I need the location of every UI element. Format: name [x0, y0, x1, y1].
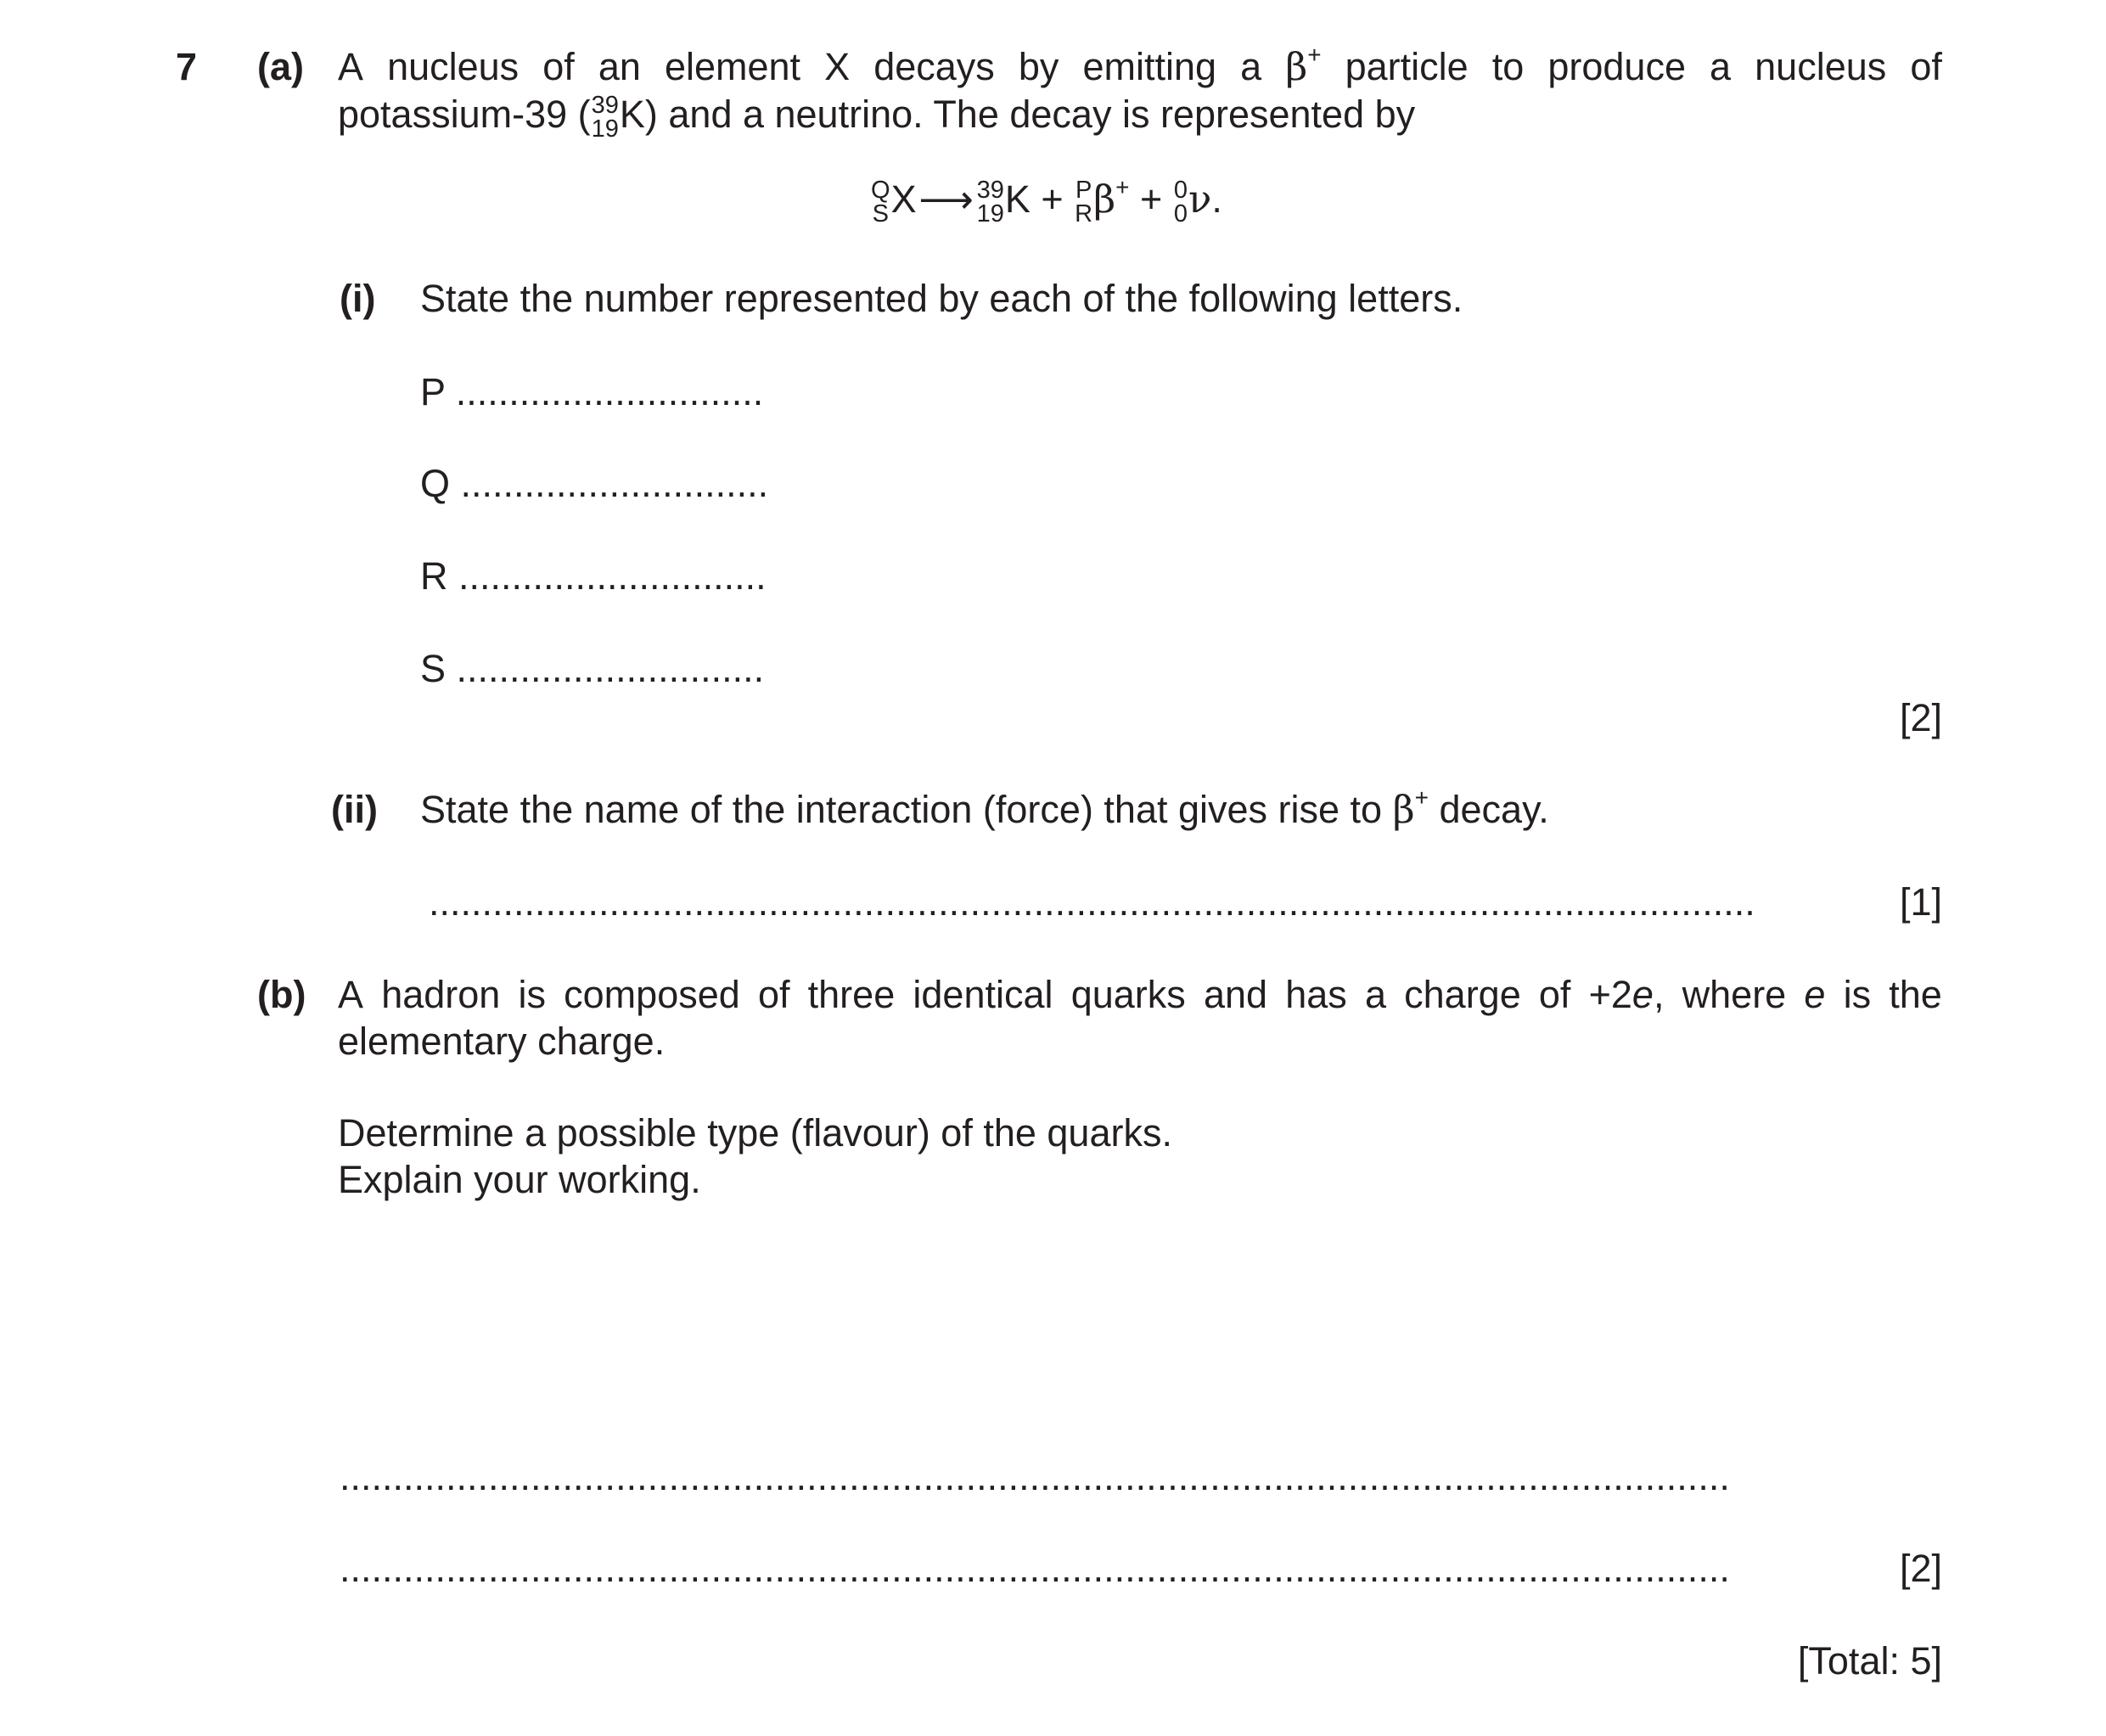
word: of	[757, 973, 790, 1016]
neutrino-numbers	[1174, 178, 1188, 226]
word: of	[542, 45, 575, 88]
letter-s: S	[420, 647, 446, 690]
letter-r: R	[420, 554, 448, 598]
letter-s: S	[872, 200, 889, 228]
sub-ii-label: (ii)	[331, 788, 378, 831]
word: is	[1843, 973, 1872, 1016]
dotted-line: .............................	[458, 554, 767, 598]
sub-ii-question-end: decay.	[1439, 788, 1549, 831]
mass-number: 0	[1173, 177, 1188, 205]
part-b-line2: elementary charge.	[338, 1020, 665, 1063]
part-a-intro-line2	[338, 92, 1415, 141]
word: the	[1889, 973, 1942, 1016]
full-stop: .	[1211, 177, 1222, 221]
sub-ii-text	[420, 784, 1549, 834]
potassium-nuclide-numbers	[592, 93, 619, 141]
word: A	[338, 973, 364, 1016]
letter-r: R	[1075, 200, 1093, 228]
word: produce	[1547, 45, 1686, 88]
part-a-intro-line1	[338, 44, 1942, 91]
reaction-arrow-icon: ⟶	[918, 177, 974, 221]
x-nuclide-numbers	[871, 178, 890, 226]
word: nucleus	[1755, 45, 1887, 88]
word: identical	[913, 973, 1053, 1016]
word: hadron	[381, 973, 501, 1016]
potassium-symbol: K	[619, 93, 645, 136]
intro-text: ) and a neutrino. The decay is represented by	[644, 93, 1416, 136]
answer-line-q[interactable]	[420, 461, 768, 508]
sub-i-text: State the number represented by each of the following letters.	[420, 277, 1463, 320]
word: A	[338, 45, 364, 88]
beta-charge: +	[1115, 174, 1130, 200]
beta-plus-symbol: β+	[1285, 42, 1322, 89]
dotted-line: .............................	[456, 647, 765, 690]
element-x-symbol: X	[890, 177, 917, 221]
part-b-instruction-1: Determine a possible type (flavour) of the quarks.	[338, 1111, 1172, 1155]
letter-q: Q	[420, 462, 451, 505]
word: composed	[564, 973, 740, 1016]
word: is	[518, 973, 546, 1016]
sub-i-label: (i)	[340, 277, 376, 320]
word: an	[598, 45, 641, 88]
word: a	[1710, 45, 1732, 88]
dotted-line: .............................	[460, 462, 769, 505]
word: a	[1364, 973, 1386, 1016]
atomic-number: 0	[1173, 200, 1188, 228]
part-a-label: (a)	[257, 45, 304, 88]
word: has	[1285, 973, 1347, 1016]
word: particle	[1345, 45, 1469, 88]
neutrino-symbol: ν	[1188, 177, 1212, 222]
word: quarks	[1070, 973, 1186, 1016]
word: charge	[1404, 973, 1521, 1016]
word: X	[824, 45, 851, 88]
answer-line-ii[interactable]: .............................................................................................................................	[429, 880, 1755, 924]
answer-line-s[interactable]	[420, 646, 764, 693]
plus-sign: +	[1140, 177, 1163, 221]
word: emitting	[1082, 45, 1217, 88]
beta-numbers	[1075, 178, 1092, 226]
elementary-charge-symbol: e	[1804, 973, 1826, 1016]
word: a	[1240, 45, 1262, 88]
dotted-line: .............................	[455, 370, 764, 413]
atomic-number: 19	[976, 200, 1004, 228]
word: of	[1910, 45, 1942, 88]
part-b-marks: [2]	[1899, 1547, 1942, 1590]
answer-line-b-1[interactable]: ...................................................................................................................................	[340, 1455, 1730, 1498]
question-number: 7	[176, 45, 198, 88]
beta-plus-symbol: β+	[1392, 784, 1429, 832]
answer-line-r[interactable]	[420, 553, 767, 600]
intro-text: potassium-39 (	[338, 93, 591, 136]
charge-value: +2e,	[1588, 973, 1665, 1016]
word: and	[1203, 973, 1268, 1016]
word: element	[664, 45, 801, 88]
decay-equation	[870, 174, 1222, 228]
part-b-instruction-2: Explain your working.	[338, 1158, 701, 1201]
answer-line-p[interactable]	[420, 369, 763, 416]
word: nucleus	[387, 45, 519, 88]
sub-ii-marks: [1]	[1899, 880, 1942, 924]
word: of	[1538, 973, 1571, 1016]
word: by	[1018, 45, 1059, 88]
word: to	[1491, 45, 1525, 88]
mass-number: 39	[976, 177, 1004, 205]
word: three	[807, 973, 896, 1016]
sub-ii-question: State the name of the interaction (force) that gives rise to	[420, 788, 1383, 831]
letter-p: P	[1075, 177, 1092, 205]
sub-i-marks: [2]	[1899, 696, 1942, 739]
answer-line-b-2[interactable]: ...................................................................................................................................	[340, 1547, 1730, 1590]
mass-number: 39	[591, 92, 619, 120]
letter-p: P	[420, 370, 446, 413]
total-marks: [Total: 5]	[1797, 1639, 1942, 1683]
beta-symbol: β	[1093, 177, 1116, 222]
potassium-symbol: K	[1004, 177, 1031, 221]
word: where	[1682, 973, 1787, 1016]
word: decays	[873, 45, 995, 88]
part-b-label: (b)	[257, 973, 306, 1016]
atomic-number: 19	[591, 115, 619, 143]
plus-sign: +	[1041, 177, 1064, 221]
letter-q: Q	[871, 177, 890, 205]
part-b-line1	[338, 972, 1942, 1019]
k-nuclide-numbers	[977, 178, 1004, 226]
